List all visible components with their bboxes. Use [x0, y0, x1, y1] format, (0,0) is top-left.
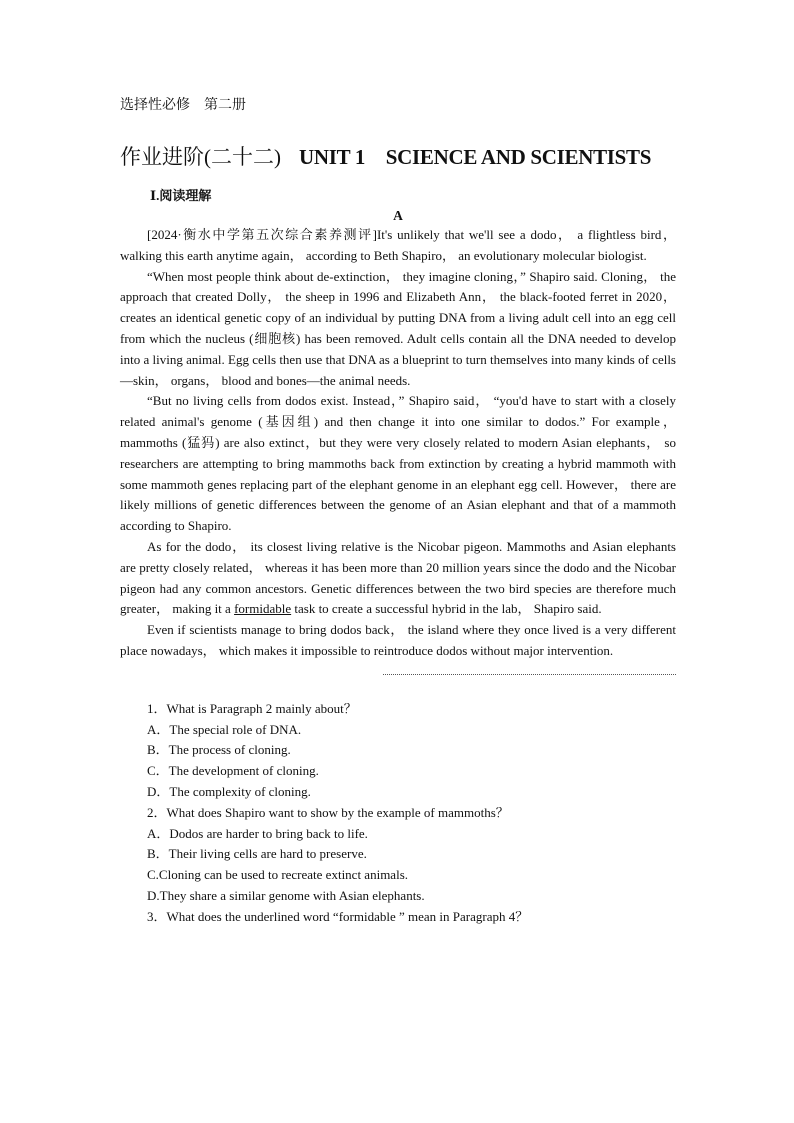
- question-2-option-a: A．Dodos are harder to bring back to life.: [147, 825, 368, 841]
- reading-passage: [120, 225, 676, 662]
- question-1-option-b: B．The process of cloning.: [147, 742, 291, 758]
- dotted-divider: [383, 674, 676, 675]
- title-chinese: 作业进阶(二十二): [120, 145, 281, 169]
- passage-label: A: [393, 208, 403, 223]
- question-1-option-c: C．The development of cloning.: [147, 763, 319, 779]
- question-2-option-b: B．Their living cells are hard to preserve.: [147, 846, 367, 862]
- passage-paragraph-5: Even if scientists manage to bring dodos back， the island where they once lived is a very different place nowadays， which makes it impossible to reintroduce dodos without major intervention.: [120, 622, 676, 658]
- question-3-stem: 3．What does the underlined word “formidable ” mean in Paragraph 4？: [147, 908, 529, 924]
- passage-paragraph-4: [120, 537, 676, 620]
- underlined-word: formidable: [234, 601, 292, 617]
- section-label: Ⅰ.阅读理解: [150, 188, 212, 203]
- question-2-option-c: C.Cloning can be used to recreate extinct animals.: [147, 867, 408, 883]
- question-2-option-d: D.They share a similar genome with Asian elephants.: [147, 887, 425, 903]
- book-header: 选择性必修 第二册: [120, 98, 246, 113]
- question-list: [120, 699, 676, 928]
- paragraph-4-text-before: As for the dodo， its closest living relative is the Nicobar pigeon. Mammoths and Asian elephants are pretty closely related， whereas it has been more than 20 million years since the dodo and the Nicobar pigeon had any common ancestors. Genetic differences between the two bird species are therefore much greater， making it a: [120, 538, 676, 617]
- title-unit: UNIT 1 SCIENCE AND SCIENTISTS: [299, 145, 652, 169]
- document-page: [120, 96, 676, 928]
- passage-paragraph-1: [2024·衡水中学第五次综合素养测评]It's unlikely that we'll see a dodo， a flightless bird，walking this earth anytime again， according to Beth Shapiro， an evolutionary molecular biologist.: [120, 227, 676, 263]
- page-title: [120, 143, 676, 171]
- passage-paragraph-3: “But no living cells from dodos exist. Instead，” Shapiro said， “you'd have to start with a closely related animal's genome (基因组) and then change it into one similar to dodos.” For example， mammoths (猛犸) are also extinct，but they were very closely related to modern Asian elephants， so researchers are attempting to bring mammoths back from extinction by creating a hybrid mammoth with some mammoth genes replacing part of the elephant genome in an elephant egg cell. However， there are likely millions of genetic differences between the genome of an Asian elephant and that of a mammoth according to Shapiro.: [120, 393, 676, 534]
- question-1-stem: 1．What is Paragraph 2 mainly about？: [147, 700, 357, 716]
- paragraph-4-text-after: task to create a successful hybrid in the lab， Shapiro said.: [291, 601, 602, 617]
- question-1-option-d: D．The complexity of cloning.: [147, 783, 311, 799]
- question-1-option-a: A．The special role of DNA.: [147, 721, 302, 737]
- question-2-stem: 2．What does Shapiro want to show by the example of mammoths？: [147, 804, 509, 820]
- passage-paragraph-2: “When most people think about de-extinction， they imagine cloning，” Shapiro said. Cloning， the approach that created Dolly， the sheep in 1996 and Elizabeth Ann， the black-footed ferret in 2020， creates an identical genetic copy of an individual by putting DNA from a living adult cell into an egg cell from which the nucleus (细胞核) has been removed. Adult cells contain all the DNA needed to develop into a living animal. Egg cells then use that DNA as a blueprint to turn themselves into many kinds of cells—skin， organs， blood and bones—the animal needs.: [120, 268, 676, 388]
